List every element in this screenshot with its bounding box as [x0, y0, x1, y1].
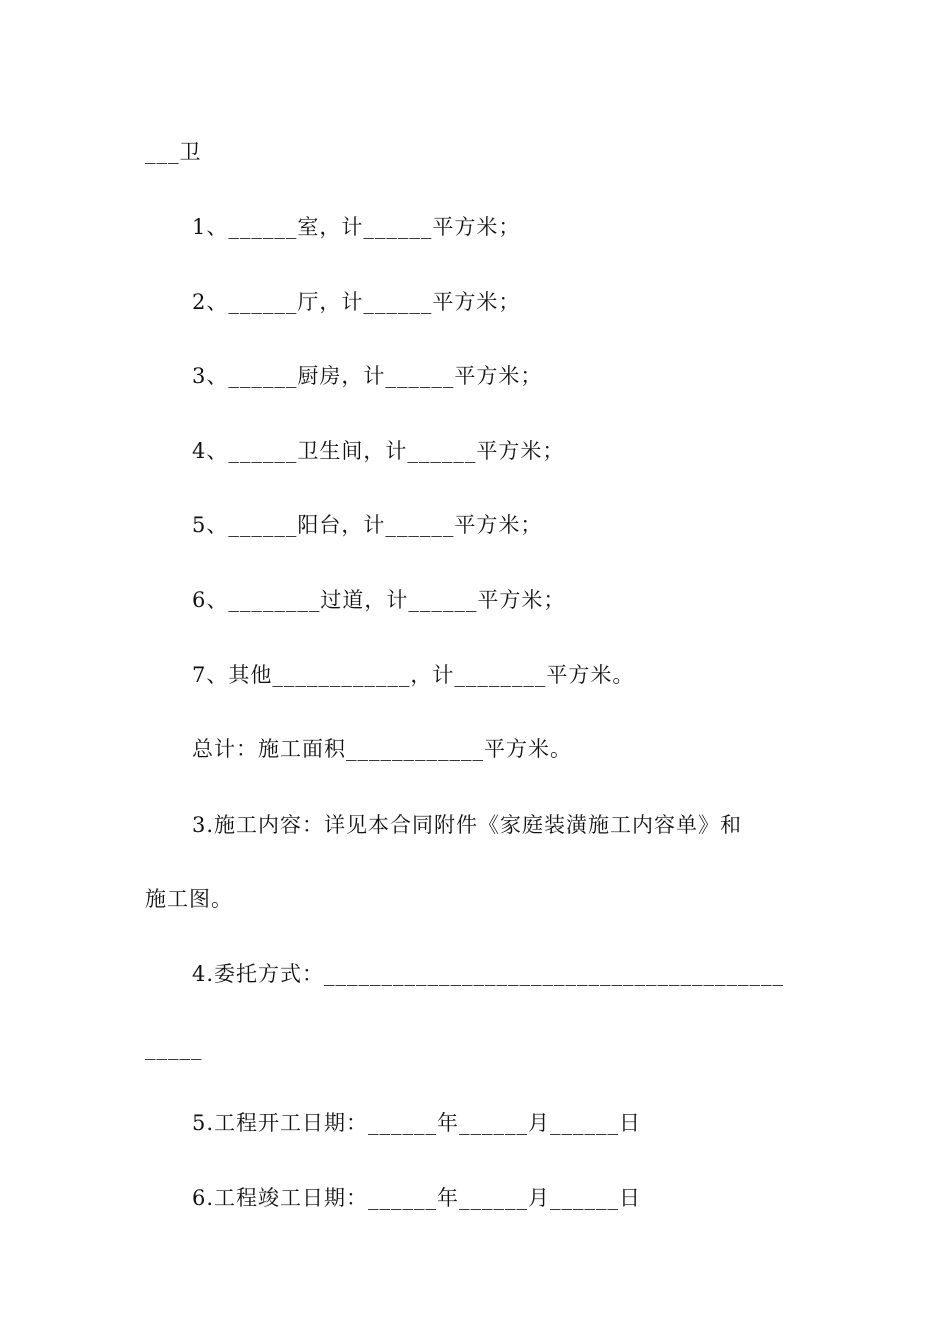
area-item-5: 5、______阳台，计______平方米；	[192, 513, 543, 537]
area-item-7: 7、其他____________，计________平方米。	[192, 663, 635, 687]
commission-method-continuation: _____	[145, 1036, 203, 1060]
start-date-line: 5.工程开工日期：______年______月______日	[192, 1111, 642, 1135]
commission-method-line: 4.委托方式：________________________________________	[192, 962, 785, 986]
area-item-3: 3、______厨房，计______平方米；	[192, 364, 543, 388]
completion-date-line: 6.工程竣工日期：______年______月______日	[192, 1186, 642, 1210]
room-fragment-line: ___卫	[145, 140, 202, 164]
construction-content-line: 3.施工内容：详见本合同附件《家庭装潢施工内容单》和	[192, 813, 743, 837]
area-item-6: 6、________过道，计______平方米；	[192, 588, 566, 612]
area-item-1: 1、______室，计______平方米；	[192, 215, 521, 239]
construction-content-continuation: 施工图。	[145, 887, 233, 911]
area-item-4: 4、______卫生间，计______平方米；	[192, 439, 565, 463]
area-item-2: 2、______厅，计______平方米；	[192, 290, 521, 314]
total-area-line: 总计：施工面积____________平方米。	[192, 737, 572, 761]
